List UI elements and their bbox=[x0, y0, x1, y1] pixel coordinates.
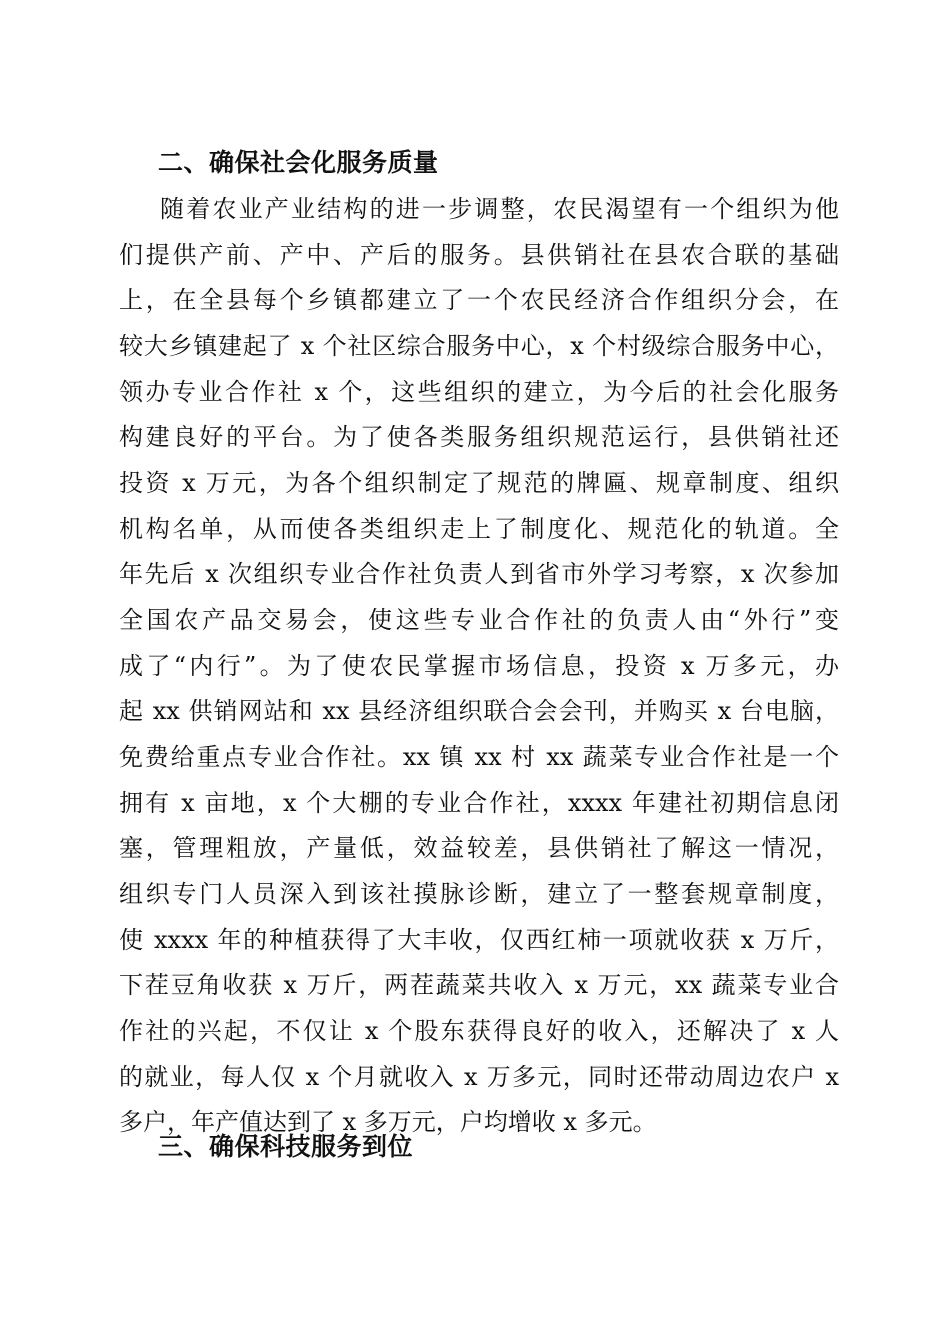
paragraph-line: 年先后 x 次组织专业合作社负责人到省市外学习考察，x 次参加 bbox=[119, 560, 839, 588]
paragraph-line: 随着农业产业结构的进一步调整，农民渴望有一个组织为他 bbox=[160, 195, 839, 223]
paragraph-line: 多户，年产值达到了 x 多万元，户均增收 x 多元。 bbox=[119, 1108, 657, 1136]
paragraph-line: 构建良好的平台。为了使各类服务组织规范运行，县供销社还 bbox=[119, 423, 839, 451]
paragraph-line: 领办专业合作社 x 个，这些组织的建立，为今后的社会化服务 bbox=[119, 378, 839, 406]
paragraph-line: 全国农产品交易会，使这些专业合作社的负责人由“外行”变 bbox=[119, 606, 839, 634]
paragraph-line: 使 xxxx 年的种植获得了大丰收，仅西红柿一项就收获 x 万斤， bbox=[119, 926, 839, 954]
paragraph-line: 成了“内行”。为了使农民掌握市场信息，投资 x 万多元，办 bbox=[119, 652, 839, 680]
section-heading-2: 二、确保社会化服务质量 bbox=[158, 148, 439, 177]
paragraph-line: 塞，管理粗放，产量低，效益较差，县供销社了解这一情况， bbox=[119, 834, 839, 862]
paragraph-line: 投资 x 万元，为各个组织制定了规范的牌匾、规章制度、组织 bbox=[119, 469, 839, 497]
paragraph-line: 作社的兴起，不仅让 x 个股东获得良好的收入，还解决了 x 人 bbox=[119, 1017, 839, 1045]
paragraph-line: 免费给重点专业合作社。xx 镇 xx 村 xx 蔬菜专业合作社是一个 bbox=[119, 743, 839, 771]
paragraph-line: 上，在全县每个乡镇都建立了一个农民经济合作组织分会，在 bbox=[119, 286, 839, 314]
paragraph-line: 们提供产前、产中、产后的服务。县供销社在县农合联的基础 bbox=[119, 241, 839, 269]
section-heading-3: 三、确保科技服务到位 bbox=[158, 1132, 414, 1161]
paragraph-line: 拥有 x 亩地，x 个大棚的专业合作社，xxxx 年建社初期信息闭 bbox=[119, 789, 839, 817]
paragraph-line: 较大乡镇建起了 x 个社区综合服务中心，x 个村级综合服务中心， bbox=[119, 332, 839, 360]
paragraph-line: 起 xx 供销网站和 xx 县经济组织联合会会刊，并购买 x 台电脑， bbox=[119, 697, 839, 725]
paragraph-line: 的就业，每人仅 x 个月就收入 x 万多元，同时还带动周边农户 x bbox=[119, 1063, 839, 1091]
paragraph-line: 组织专门人员深入到该社摸脉诊断，建立了一整套规章制度， bbox=[119, 880, 839, 908]
paragraph-line: 机构名单，从而使各类组织走上了制度化、规范化的轨道。全 bbox=[119, 515, 839, 543]
paragraph-line: 下茬豆角收获 x 万斤，两茬蔬菜共收入 x 万元，xx 蔬菜专业合 bbox=[119, 971, 839, 999]
